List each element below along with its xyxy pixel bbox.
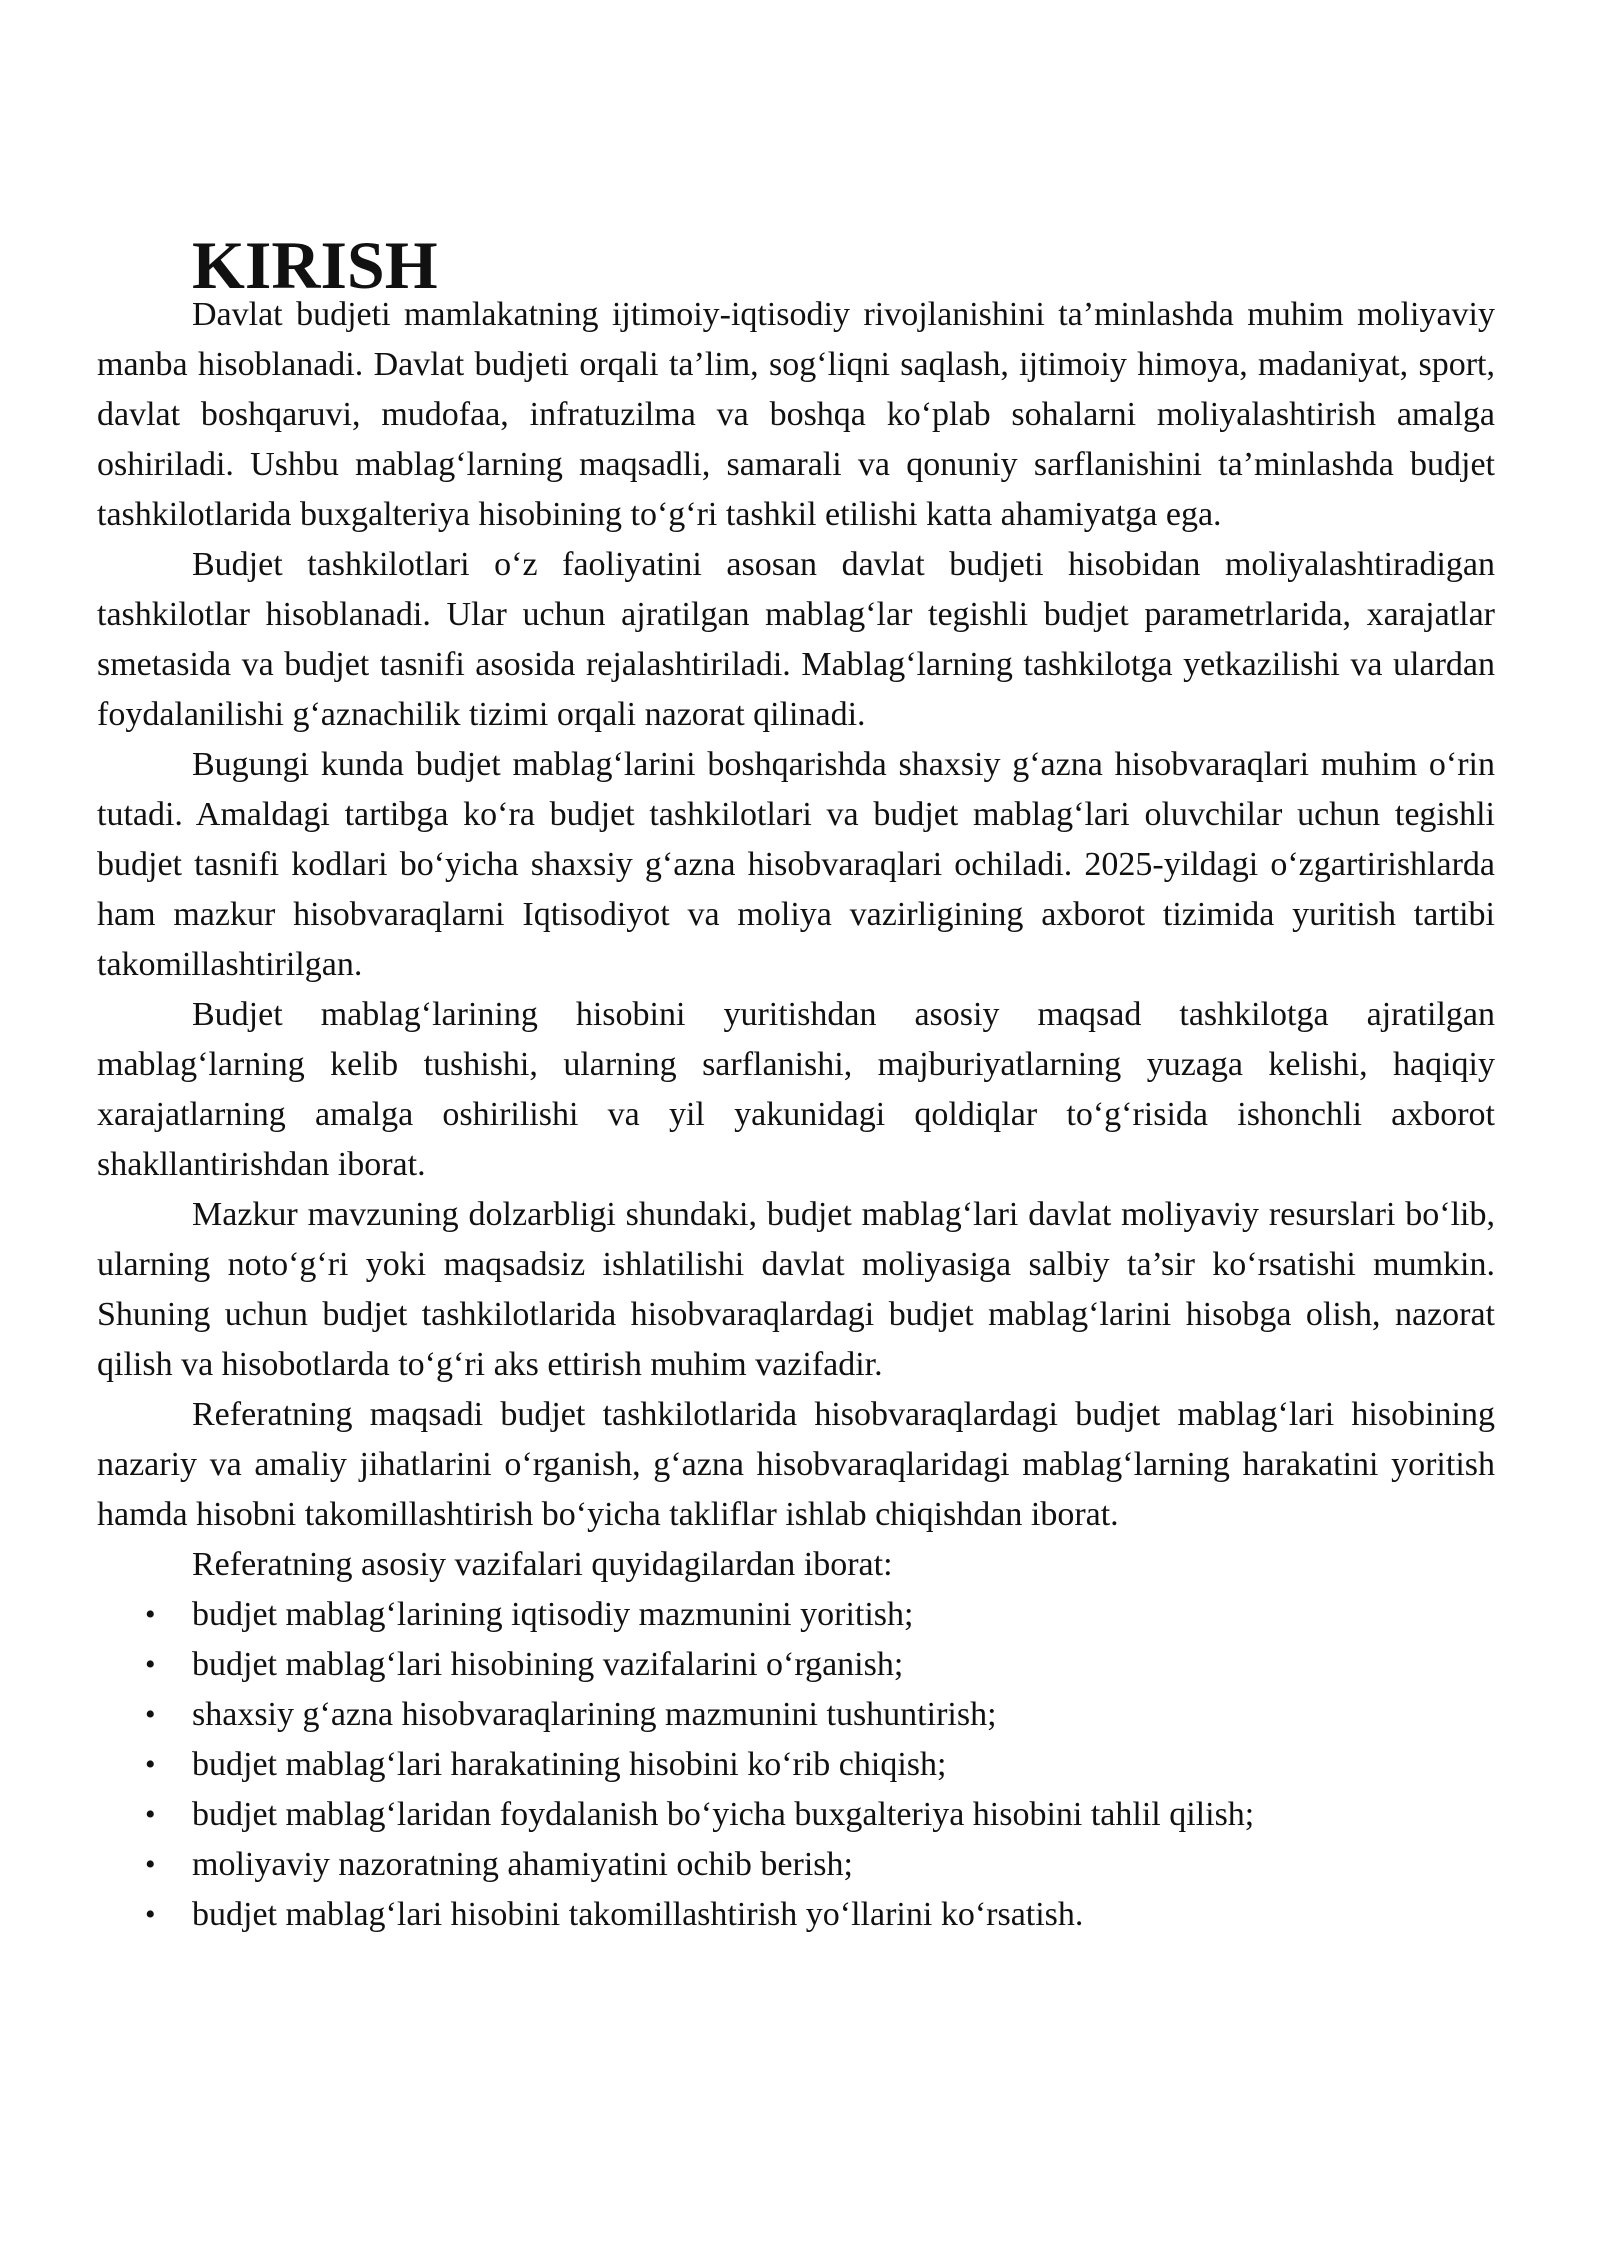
list-item — [97, 1840, 1495, 1890]
list-item — [97, 1590, 1495, 1640]
bullet-icon: • — [145, 1898, 156, 1931]
list-item-text: shaxsiy g‘azna hisobvaraqlarining mazmunini tushuntirish; — [192, 1696, 997, 1733]
bullet-icon: • — [145, 1748, 156, 1781]
bullet-icon: • — [145, 1698, 156, 1731]
list-item — [97, 1790, 1495, 1840]
bullet-icon: • — [145, 1648, 156, 1681]
tasks-intro: Referatning asosiy vazifalari quyidagilardan iborat: — [192, 1546, 893, 1583]
bullet-icon: • — [145, 1848, 156, 1881]
paragraph-purpose: Referatning maqsadi budjet tashkilotlarida hisobvaraqlardagi budjet mablag‘lari hisobining nazariy va amaliy jihatlarini o‘rganish, g‘azna hisobvaraqlaridagi mablag‘larning harakatini yoritish hamda hisobni takomillashtirish bo‘yicha takliflar ishlab chiqishdan iborat. — [97, 1396, 1495, 1533]
paragraph-main-goal: Budjet mablag‘larining hisobini yuritishdan asosiy maqsad tashkilotga ajratilgan mablag‘larning kelib tushishi, ularning sarflanishi, majburiyatlarning yuzaga kelishi, haqiqiy xarajatlarning amalga oshirilishi va yil yakunidagi qoldiqlar to‘g‘risida ishonchli axborot shakllantirishdan iborat. — [97, 996, 1495, 1183]
list-item-text: moliyaviy nazoratning ahamiyatini ochib berish; — [192, 1846, 853, 1883]
list-item-text: budjet mablag‘lari hisobining vazifalarini o‘rganish; — [192, 1646, 904, 1683]
paragraph-relevance: Mazkur mavzuning dolzarbligi shundaki, budjet mablag‘lari davlat moliyaviy resurslari bo‘lib, ularning noto‘g‘ri yoki maqsadsiz ishlatilishi davlat moliyasiga salbiy ta’sir ko‘rsatishi mumkin. Shuning uchun budjet tashkilotlarida hisobvaraqlardagi budjet mablag‘larini hisobga olish, nazorat qilish va hisobotlarda to‘g‘ri aks ettirish muhim vazifadir. — [97, 1196, 1495, 1383]
list-item — [97, 1690, 1495, 1740]
paragraph-organizations: Budjet tashkilotlari o‘z faoliyatini asosan davlat budjeti hisobidan moliyalashtiradigan tashkilotlar hisoblanadi. Ular uchun ajratilgan mablag‘lar tegishli budjet parametrlarida, xarajatlar smetasida va budjet tasnifi asosida rejalashtiriladi. Mablag‘larning tashkilotga yetkazilishi va ulardan foydalanilishi g‘aznachilik tizimi orqali nazorat qilinadi. — [97, 546, 1495, 733]
bullet-icon: • — [145, 1598, 156, 1631]
list-item — [97, 1890, 1495, 1940]
document-page — [97, 227, 1495, 1940]
bullet-icon: • — [145, 1798, 156, 1831]
list-item-text: budjet mablag‘lari hisobini takomillashtirish yo‘llarini ko‘rsatish. — [192, 1896, 1084, 1933]
list-item-text: budjet mablag‘larining iqtisodiy mazmunini yoritish; — [192, 1596, 914, 1633]
list-item-text: budjet mablag‘lari harakatining hisobini ko‘rib chiqish; — [192, 1746, 947, 1783]
paragraph-treasury-accounts: Bugungi kunda budjet mablag‘larini boshqarishda shaxsiy g‘azna hisobvaraqlari muhim o‘rin tutadi. Amaldagi tartibga ko‘ra budjet tashkilotlari va budjet mablag‘lari oluvchilar uchun tegishli budjet tasnifi kodlari bo‘yicha shaxsiy g‘azna hisobvaraqlari ochiladi. 2025-yildagi o‘zgartirishlarda ham mazkur hisobvaraqlarni Iqtisodiyot va moliya vazirligining axborot tizimida yuritish tartibi takomillashtirilgan. — [97, 746, 1495, 983]
paragraph-intro: Davlat budjeti mamlakatning ijtimoiy-iqtisodiy rivojlanishini ta’minlashda muhim moliyaviy manba hisoblanadi. Davlat budjeti orqali ta’lim, sog‘liqni saqlash, ijtimoiy himoya, madaniyat, sport, davlat boshqaruvi, mudofaa, infratuzilma va boshqa ko‘plab sohalarni moliyalashtirish amalga oshiriladi. Ushbu mablag‘larning maqsadli, samarali va qonuniy sarflanishini ta’minlashda budjet tashkilotlarida buxgalteriya hisobining to‘g‘ri tashkil etilishi katta ahamiyatga ega. — [97, 296, 1495, 533]
list-item — [97, 1640, 1495, 1690]
tasks-list — [97, 1590, 1495, 1940]
list-item — [97, 1740, 1495, 1790]
section-heading: KIRISH — [192, 227, 438, 303]
list-item-text: budjet mablag‘laridan foydalanish bo‘yicha buxgalteriya hisobini tahlil qilish; — [192, 1796, 1255, 1833]
